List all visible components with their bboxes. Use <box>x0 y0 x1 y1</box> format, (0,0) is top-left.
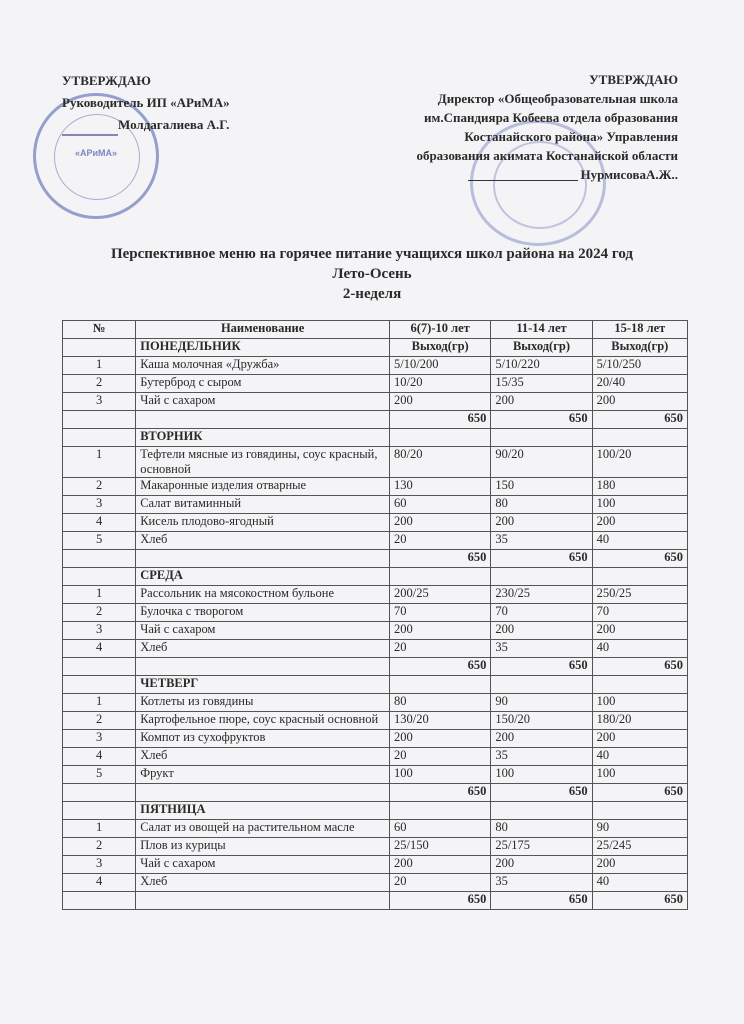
table-row <box>63 357 688 375</box>
approval-block-right <box>416 70 678 184</box>
item-number: 5 <box>63 766 136 784</box>
empty-cell <box>63 676 136 694</box>
day-header-row <box>63 676 688 694</box>
item-output: 90 <box>592 820 687 838</box>
item-number: 5 <box>63 532 136 550</box>
day-header-row <box>63 429 688 447</box>
day-header-row <box>63 339 688 357</box>
item-output: 10/20 <box>390 375 491 393</box>
item-name: Картофельное пюре, соус красный основной <box>136 712 390 730</box>
item-output: 200 <box>390 393 491 411</box>
item-name: Булочка с творогом <box>136 604 390 622</box>
column-header: № <box>63 321 136 339</box>
item-output: 20 <box>390 748 491 766</box>
item-number: 1 <box>63 586 136 604</box>
item-output: 20/40 <box>592 375 687 393</box>
title-week: 2-неделя <box>342 286 402 302</box>
item-output: 100/20 <box>592 447 687 478</box>
item-number: 1 <box>63 694 136 712</box>
day-total: 650 <box>390 892 491 910</box>
item-output: 80/20 <box>390 447 491 478</box>
totals-row <box>63 550 688 568</box>
item-name: Хлеб <box>136 874 390 892</box>
item-name: Салат из овощей на растительном масле <box>136 820 390 838</box>
table-row <box>63 838 688 856</box>
table-row <box>63 496 688 514</box>
item-number: 2 <box>63 478 136 496</box>
item-output: 100 <box>592 694 687 712</box>
empty-cell <box>491 568 592 586</box>
day-total: 650 <box>491 658 592 676</box>
day-header-row <box>63 802 688 820</box>
totals-row <box>63 411 688 429</box>
item-name: Хлеб <box>136 748 390 766</box>
item-number: 2 <box>63 712 136 730</box>
item-number: 4 <box>63 748 136 766</box>
table-header-row <box>63 321 688 339</box>
item-name: Кисель плодово-ягодный <box>136 514 390 532</box>
item-number: 2 <box>63 375 136 393</box>
item-output: 35 <box>491 532 592 550</box>
approval-block-left <box>62 70 230 136</box>
item-output: 70 <box>592 604 687 622</box>
output-unit-header: Выход(гр) <box>592 339 687 357</box>
item-name: Макаронные изделия отварные <box>136 478 390 496</box>
empty-cell <box>592 568 687 586</box>
item-output: 20 <box>390 640 491 658</box>
empty-cell <box>136 550 390 568</box>
table-row <box>63 604 688 622</box>
item-output: 200 <box>592 514 687 532</box>
empty-cell <box>592 676 687 694</box>
stamp-text: «АРиМА» <box>74 148 118 158</box>
day-name: ЧЕТВЕРГ <box>136 676 390 694</box>
empty-cell <box>136 411 390 429</box>
item-output: 130/20 <box>390 712 491 730</box>
day-total: 650 <box>491 411 592 429</box>
empty-cell <box>63 550 136 568</box>
item-name: Рассольник на мясокостном бульоне <box>136 586 390 604</box>
item-number: 2 <box>63 604 136 622</box>
menu-table <box>62 320 688 910</box>
table-row <box>63 375 688 393</box>
day-total: 650 <box>592 550 687 568</box>
empty-cell <box>592 429 687 447</box>
table-row <box>63 514 688 532</box>
day-total: 650 <box>491 892 592 910</box>
document-title <box>0 244 744 304</box>
item-output: 70 <box>390 604 491 622</box>
empty-cell <box>390 429 491 447</box>
item-name: Чай с сахаром <box>136 622 390 640</box>
item-output: 100 <box>491 766 592 784</box>
table-row <box>63 874 688 892</box>
item-output: 200 <box>390 730 491 748</box>
approver-line-1: Директор «Общеобразовательная школа <box>437 91 678 106</box>
table-row <box>63 640 688 658</box>
output-unit-header: Выход(гр) <box>390 339 491 357</box>
item-number: 4 <box>63 514 136 532</box>
item-output: 200 <box>592 730 687 748</box>
item-output: 20 <box>390 532 491 550</box>
item-output: 200 <box>491 514 592 532</box>
day-total: 650 <box>592 411 687 429</box>
day-total: 650 <box>390 658 491 676</box>
day-total: 650 <box>592 784 687 802</box>
item-output: 250/25 <box>592 586 687 604</box>
day-total: 650 <box>390 411 491 429</box>
totals-row <box>63 784 688 802</box>
empty-cell <box>136 892 390 910</box>
empty-cell <box>63 568 136 586</box>
item-output: 80 <box>390 694 491 712</box>
table-row <box>63 586 688 604</box>
totals-row <box>63 658 688 676</box>
empty-cell <box>63 658 136 676</box>
item-output: 35 <box>491 748 592 766</box>
table-row <box>63 712 688 730</box>
item-output: 200 <box>491 856 592 874</box>
signature-line-right <box>468 180 578 181</box>
item-output: 230/25 <box>491 586 592 604</box>
signature-line-left <box>62 134 118 136</box>
table-row <box>63 694 688 712</box>
table-row <box>63 730 688 748</box>
item-number: 3 <box>63 730 136 748</box>
item-name: Плов из курицы <box>136 838 390 856</box>
item-output: 20 <box>390 874 491 892</box>
empty-cell <box>491 676 592 694</box>
item-output: 200 <box>592 393 687 411</box>
item-output: 200 <box>491 730 592 748</box>
item-output: 100 <box>592 496 687 514</box>
empty-cell <box>390 802 491 820</box>
item-output: 90 <box>491 694 592 712</box>
item-number: 3 <box>63 622 136 640</box>
item-name: Салат витаминный <box>136 496 390 514</box>
title-line-1: Перспективное меню на горячее питание учащихся школ района на 2024 год <box>110 246 634 262</box>
item-output: 15/35 <box>491 375 592 393</box>
item-output: 80 <box>491 820 592 838</box>
item-name: Тефтели мясные из говядины, соус красный, основной <box>136 447 390 478</box>
item-name: Чай с сахаром <box>136 393 390 411</box>
item-number: 3 <box>63 496 136 514</box>
day-total: 650 <box>592 892 687 910</box>
day-total: 650 <box>390 784 491 802</box>
item-output: 90/20 <box>491 447 592 478</box>
item-output: 200 <box>592 622 687 640</box>
empty-cell <box>136 658 390 676</box>
column-header: 11-14 лет <box>491 321 592 339</box>
item-output: 200 <box>491 393 592 411</box>
empty-cell <box>63 411 136 429</box>
item-output: 200 <box>390 514 491 532</box>
table-row <box>63 447 688 478</box>
item-output: 40 <box>592 874 687 892</box>
output-unit-header: Выход(гр) <box>491 339 592 357</box>
item-output: 100 <box>592 766 687 784</box>
item-output: 25/175 <box>491 838 592 856</box>
day-name: СРЕДА <box>136 568 390 586</box>
item-name: Фрукт <box>136 766 390 784</box>
item-output: 180 <box>592 478 687 496</box>
item-output: 200 <box>390 856 491 874</box>
item-output: 35 <box>491 640 592 658</box>
day-name: ВТОРНИК <box>136 429 390 447</box>
item-output: 180/20 <box>592 712 687 730</box>
item-output: 150 <box>491 478 592 496</box>
item-output: 200/25 <box>390 586 491 604</box>
item-number: 2 <box>63 838 136 856</box>
table-row <box>63 820 688 838</box>
item-output: 40 <box>592 532 687 550</box>
approver-line-3: Костанайского района» Управления <box>464 129 678 144</box>
empty-cell <box>63 339 136 357</box>
empty-cell <box>592 802 687 820</box>
item-number: 1 <box>63 820 136 838</box>
item-output: 130 <box>390 478 491 496</box>
table-row <box>63 393 688 411</box>
day-total: 650 <box>491 784 592 802</box>
item-number: 4 <box>63 874 136 892</box>
item-name: Компот из сухофруктов <box>136 730 390 748</box>
approver-position-left: Руководитель ИП «АРиМА» <box>62 95 230 110</box>
item-output: 40 <box>592 748 687 766</box>
item-output: 40 <box>592 640 687 658</box>
table-row <box>63 856 688 874</box>
approver-line-2: им.Спандияра Кобеева отдела образования <box>424 110 678 125</box>
approval-heading-left: УТВЕРЖДАЮ <box>62 73 151 88</box>
item-output: 200 <box>390 622 491 640</box>
item-output: 5/10/250 <box>592 357 687 375</box>
item-output: 25/150 <box>390 838 491 856</box>
table-row <box>63 532 688 550</box>
day-name: ПЯТНИЦА <box>136 802 390 820</box>
item-number: 1 <box>63 357 136 375</box>
empty-cell <box>63 784 136 802</box>
column-header: 6(7)-10 лет <box>390 321 491 339</box>
item-output: 5/10/200 <box>390 357 491 375</box>
item-output: 80 <box>491 496 592 514</box>
empty-cell <box>491 802 592 820</box>
item-name: Каша молочная «Дружба» <box>136 357 390 375</box>
item-name: Чай с сахаром <box>136 856 390 874</box>
day-total: 650 <box>390 550 491 568</box>
signatory-left: Молдагалиева А.Г. <box>118 117 230 132</box>
item-output: 200 <box>491 622 592 640</box>
empty-cell <box>390 568 491 586</box>
item-output: 25/245 <box>592 838 687 856</box>
item-output: 70 <box>491 604 592 622</box>
item-output: 60 <box>390 496 491 514</box>
empty-cell <box>491 429 592 447</box>
item-output: 200 <box>592 856 687 874</box>
totals-row <box>63 892 688 910</box>
table-row <box>63 766 688 784</box>
item-output: 35 <box>491 874 592 892</box>
title-season: Лето-Осень <box>332 266 412 282</box>
day-name: ПОНЕДЕЛЬНИК <box>136 339 390 357</box>
table-row <box>63 748 688 766</box>
signatory-right: НурмисоваА.Ж.. <box>580 167 678 182</box>
item-number: 1 <box>63 447 136 478</box>
item-output: 5/10/220 <box>491 357 592 375</box>
table-row <box>63 622 688 640</box>
item-output: 150/20 <box>491 712 592 730</box>
item-name: Бутерброд с сыром <box>136 375 390 393</box>
day-header-row <box>63 568 688 586</box>
item-name: Хлеб <box>136 532 390 550</box>
empty-cell <box>63 802 136 820</box>
column-header: 15-18 лет <box>592 321 687 339</box>
item-name: Хлеб <box>136 640 390 658</box>
item-number: 3 <box>63 856 136 874</box>
item-output: 100 <box>390 766 491 784</box>
column-header: Наименование <box>136 321 390 339</box>
approver-line-4: образования акимата Костанайской области <box>416 148 678 163</box>
empty-cell <box>136 784 390 802</box>
empty-cell <box>63 429 136 447</box>
empty-cell <box>63 892 136 910</box>
item-number: 3 <box>63 393 136 411</box>
table-row <box>63 478 688 496</box>
approval-heading-right: УТВЕРЖДАЮ <box>589 72 678 87</box>
empty-cell <box>390 676 491 694</box>
day-total: 650 <box>592 658 687 676</box>
item-name: Котлеты из говядины <box>136 694 390 712</box>
day-total: 650 <box>491 550 592 568</box>
item-number: 4 <box>63 640 136 658</box>
item-output: 60 <box>390 820 491 838</box>
